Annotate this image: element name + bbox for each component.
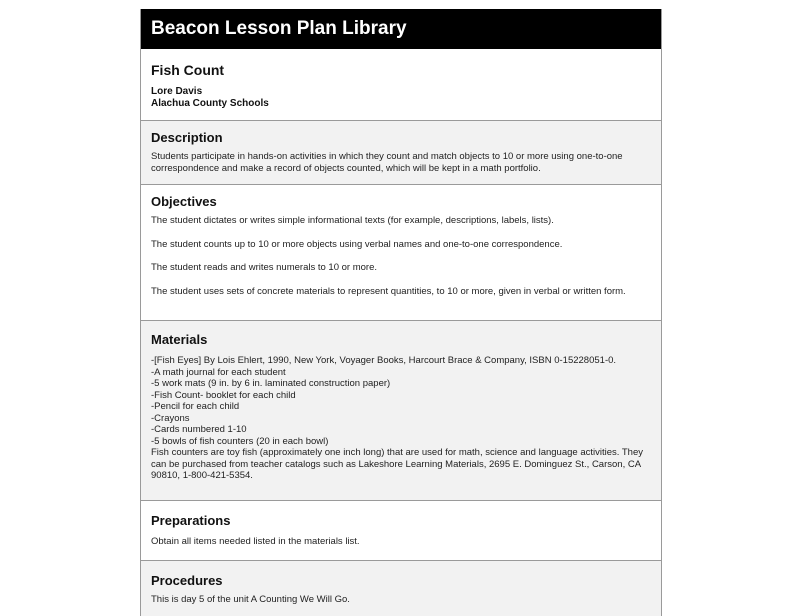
objective-item: The student reads and writes numerals to 10 or more. — [151, 262, 378, 273]
site-banner — [141, 9, 661, 49]
objective-item: The student dictates or writes simple informational texts (for example, descriptions, labels, lists). — [151, 215, 554, 226]
materials-section — [141, 321, 661, 501]
objectives-heading: Objectives — [151, 194, 217, 209]
material-item: -Crayons — [151, 412, 190, 424]
preparations-section — [141, 501, 661, 562]
description-section — [141, 121, 661, 185]
material-item: Fish counters are toy fish (approximately one inch long) that are used for math, science and language activities. They can be purchased from teacher catalogs such as Lakeshore Learning Materials, 2695 E. Dominguez St., Carson, CA 90810, 1-800-421-5354. — [151, 447, 643, 481]
author-school: Alachua County Schools — [151, 98, 269, 109]
lesson-header — [141, 49, 661, 121]
lesson-page — [140, 9, 662, 616]
preparations-text: Obtain all items needed listed in the materials list. — [151, 535, 360, 547]
description-heading: Description — [151, 130, 223, 145]
site-title[interactable]: Beacon Lesson Plan Library — [151, 18, 407, 39]
lesson-title: Fish Count — [151, 62, 225, 78]
material-item: -Pencil for each child — [151, 401, 240, 412]
procedures-section — [141, 561, 661, 616]
material-item: -5 work mats (9 in. by 6 in. laminated construction paper) — [151, 378, 391, 389]
material-item: -[Fish Eyes] By Lois Ehlert, 1990, New York, Voyager Books, Harcourt Brace & Company, ISBN 0-15228051-0. — [151, 355, 617, 366]
objectives-section — [141, 185, 661, 321]
material-item: -Cards numbered 1-10 — [151, 424, 247, 435]
procedures-heading: Procedures — [151, 573, 223, 588]
objective-item: The student counts up to 10 or more objects using verbal names and one-to-one correspondence. — [151, 238, 563, 250]
material-item: -5 bowls of fish counters (20 in each bowl) — [151, 435, 329, 447]
materials-heading: Materials — [151, 332, 208, 347]
material-item: -A math journal for each student — [151, 366, 286, 378]
author-name: Lore Davis — [151, 86, 203, 97]
description-text: Students participate in hands-on activities in which they count and match objects to 10 or more using one-to-one correspondence and make a record of objects counted, which will be kept in a math portfolio. — [151, 151, 623, 174]
procedures-text: This is day 5 of the unit A Counting We Will Go. — [151, 594, 350, 605]
objective-item: The student uses sets of concrete materials to represent quantities, to 10 or more, given in verbal or written form. — [151, 285, 626, 297]
preparations-heading: Preparations — [151, 512, 231, 528]
material-item: -Fish Count- booklet for each child — [151, 389, 296, 401]
